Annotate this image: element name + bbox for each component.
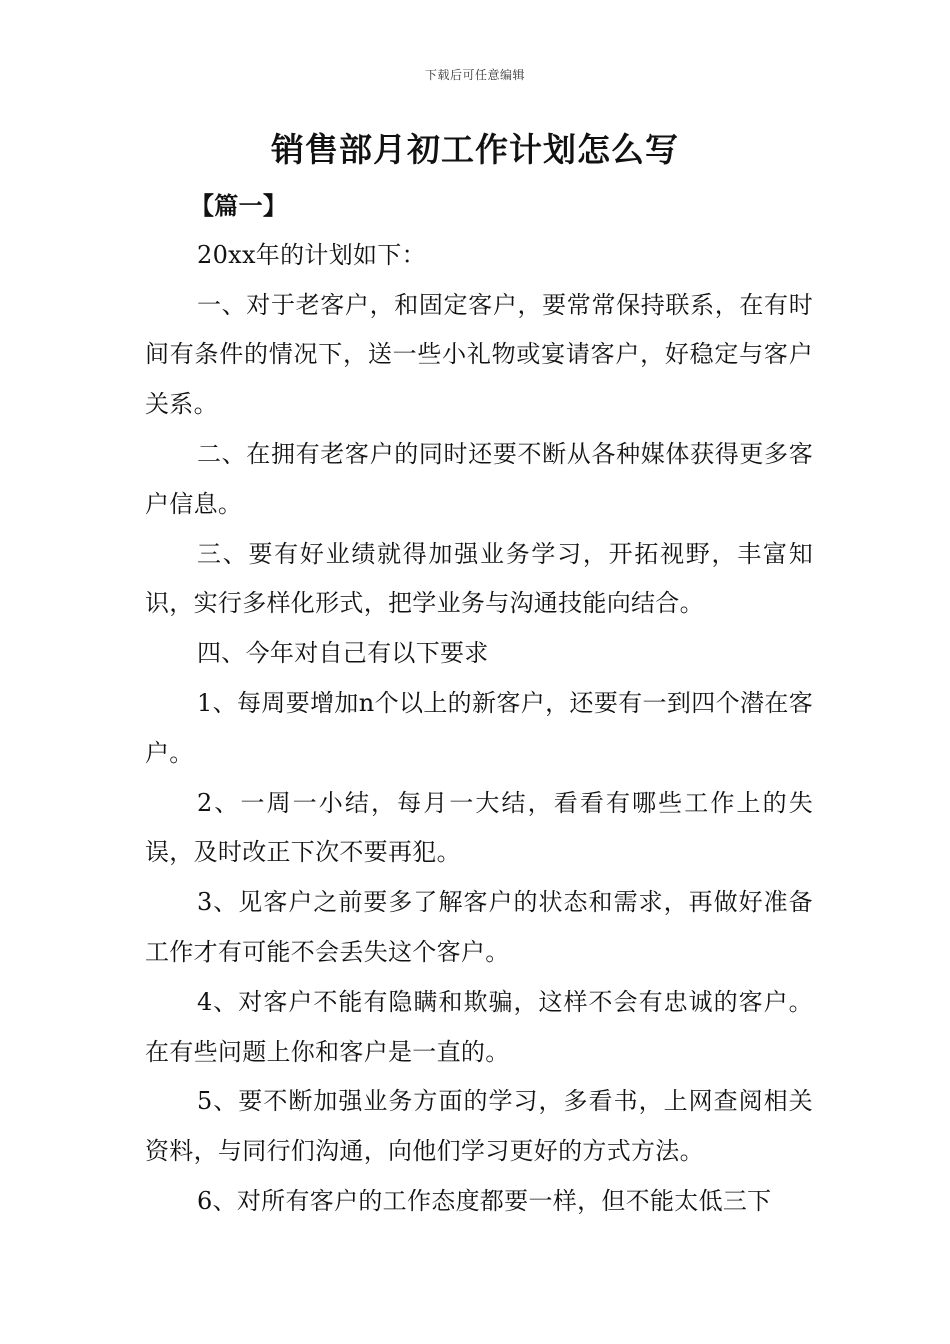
paragraph-requirement-2: 2、一周一小结，每月一大结，看看有哪些工作上的失误，及时改正下次不要再犯。 [145,788,813,867]
paragraph-intro: 20xx年的计划如下： [197,240,426,269]
paragraph-requirement-6: 6、对所有客户的工作态度都要一样，但不能太低三下 [197,1186,772,1215]
paragraph-item-2: 二、在拥有老客户的同时还要不断从各种媒体获得更多客户信息。 [145,439,813,518]
document-title: 销售部月初工作计划怎么写 [271,130,679,169]
header-note: 下载后可任意编辑 [424,68,525,82]
paragraph-requirement-5: 5、要不断加强业务方面的学习，多看书，上网查阅相关资料，与同行们沟通，向他们学习更好的方式方法。 [145,1087,813,1166]
paragraph-requirement-3: 3、见客户之前要多了解客户的状态和需求，再做好准备工作才有可能不会丢失这个客户。 [145,888,813,966]
section-mark: 【篇一】 [190,191,288,220]
paragraph-item-3: 三、要有好业绩就得加强业务学习，开拓视野，丰富知识，实行多样化形式，把学业务与沟通技能向结合。 [145,539,813,618]
paragraph-item-4: 四、今年对自己有以下要求 [197,639,489,668]
paragraph-requirement-1: 1、每周要增加n个以上的新客户，还要有一到四个潜在客户。 [145,688,813,767]
paragraph-requirement-4: 4、对客户不能有隐瞒和欺骗，这样不会有忠诚的客户。在有些问题上你和客户是一直的。 [145,987,813,1066]
document-body [145,181,813,1227]
paragraph-item-1: 一、对于老客户，和固定客户，要常常保持联系，在有时间有条件的情况下，送一些小礼物或宴请客户，好稳定与客户关系。 [145,290,813,419]
